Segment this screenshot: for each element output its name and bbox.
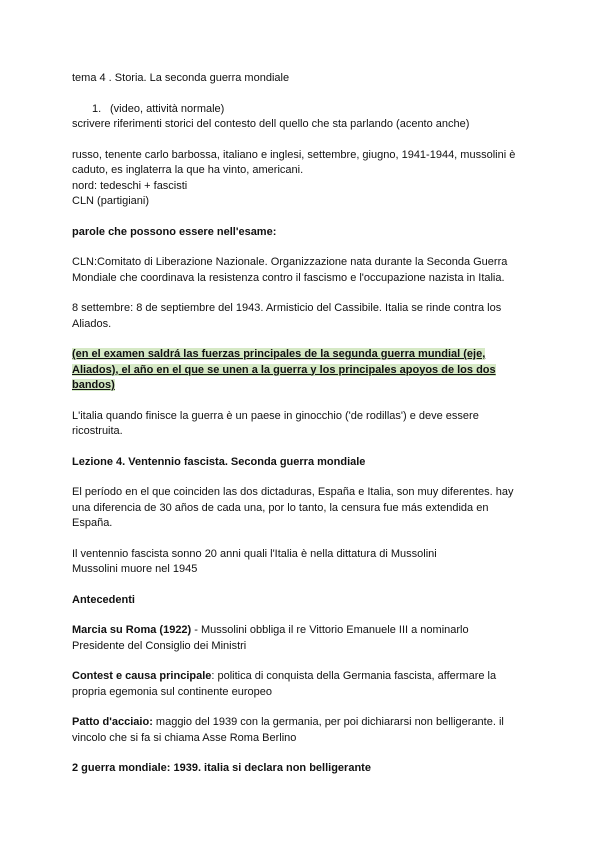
text-line: scrivere riferimenti storici del contesto dell quello che sta parlando (acento anche): [72, 118, 470, 130]
text-line: 8 settembre: 8 de septiembre del 1943. Armisticio del Cassibile. Italia se rinde contra los: [72, 302, 502, 314]
paragraph-contest: [72, 669, 532, 685]
text-line: Aliados.: [72, 317, 112, 330]
list-item: [72, 102, 532, 118]
text-line: vincolo che si fa si chiama Asse Roma Berlino: [72, 731, 297, 744]
section-heading: Antecedenti: [72, 593, 135, 606]
text-line: Il ventennio fascista sonno 20 anni quali l'Italia è nella dittatura di Mussolini: [72, 547, 437, 560]
document-body: [72, 71, 532, 777]
text-line: España.: [72, 517, 113, 529]
term-patto: Patto d'acciaio:: [72, 716, 153, 728]
text-span: : politica di conquista della Germania fascista, affermare la: [211, 670, 497, 682]
list-text: (video, attività normale): [110, 102, 225, 115]
highlighted-note: [72, 347, 532, 394]
paragraph-patto: [72, 715, 532, 731]
highlight-line: Aliados), el año en el que se unen a la guerra y los principales apoyos de los dos: [72, 363, 496, 376]
text-line: CLN (partigiani): [72, 195, 150, 207]
text-line: Mondiale che coordinava la resistenza contro il fascismo e l'occupazione nazista in Italia.: [72, 271, 505, 284]
text-line: russo, tenente carlo barbossa, italiano e inglesi, settembre, giugno, 1941-1944, mussolini è: [72, 148, 516, 161]
text-line: Mussolini muore nel 1945: [72, 563, 198, 575]
text-line: ricostruita.: [72, 425, 123, 437]
term-contest: Contest e causa principale: [72, 670, 212, 682]
text-line: El período en el que coinciden las dos dictaduras, España e Italia, son muy diferentes. hay: [72, 486, 514, 498]
text-line: una diferencia de 30 años de cada una, por lo tanto, la censura fue más extendida en: [72, 501, 489, 514]
text-line: nord: tedeschi + fascisti: [72, 179, 188, 192]
highlight-line: (en el examen saldrá las fuerzas principales de la segunda guerra mundial (eje,: [72, 348, 486, 360]
highlight-line: bandos): [72, 379, 115, 391]
text-line: CLN:Comitato di Liberazione Nazionale. Organizzazione nata durante la Seconda Guerra: [72, 256, 508, 268]
text-span: maggio del 1939 con la germania, per poi dichiararsi non belligerante. il: [152, 716, 504, 728]
text-line: L'italia quando finisce la guerra è un paese in ginocchio ('de rodillas') e deve essere: [72, 409, 479, 422]
section-heading: parole che possono essere nell'esame:: [72, 225, 277, 238]
list-number: 1.: [92, 102, 102, 115]
paragraph-marcia: [72, 623, 532, 639]
doc-title: tema 4 . Storia. La seconda guerra mondiale: [72, 72, 290, 84]
section-heading: Lezione 4. Ventennio fascista. Seconda guerra mondiale: [72, 455, 366, 468]
text-line: propria egemonia sul continente europeo: [72, 685, 272, 698]
text-line: Presidente del Consiglio dei Ministri: [72, 639, 247, 652]
text-line: caduto, es inglaterra la que ha vinto, americani.: [72, 164, 304, 176]
text-span: - Mussolini obbliga il re Vittorio Emanuele III a nominarlo: [191, 624, 469, 636]
section-heading: 2 guerra mondiale: 1939. italia si declara non belligerante: [72, 762, 371, 774]
term-marcia: Marcia su Roma (1922): [72, 624, 192, 636]
